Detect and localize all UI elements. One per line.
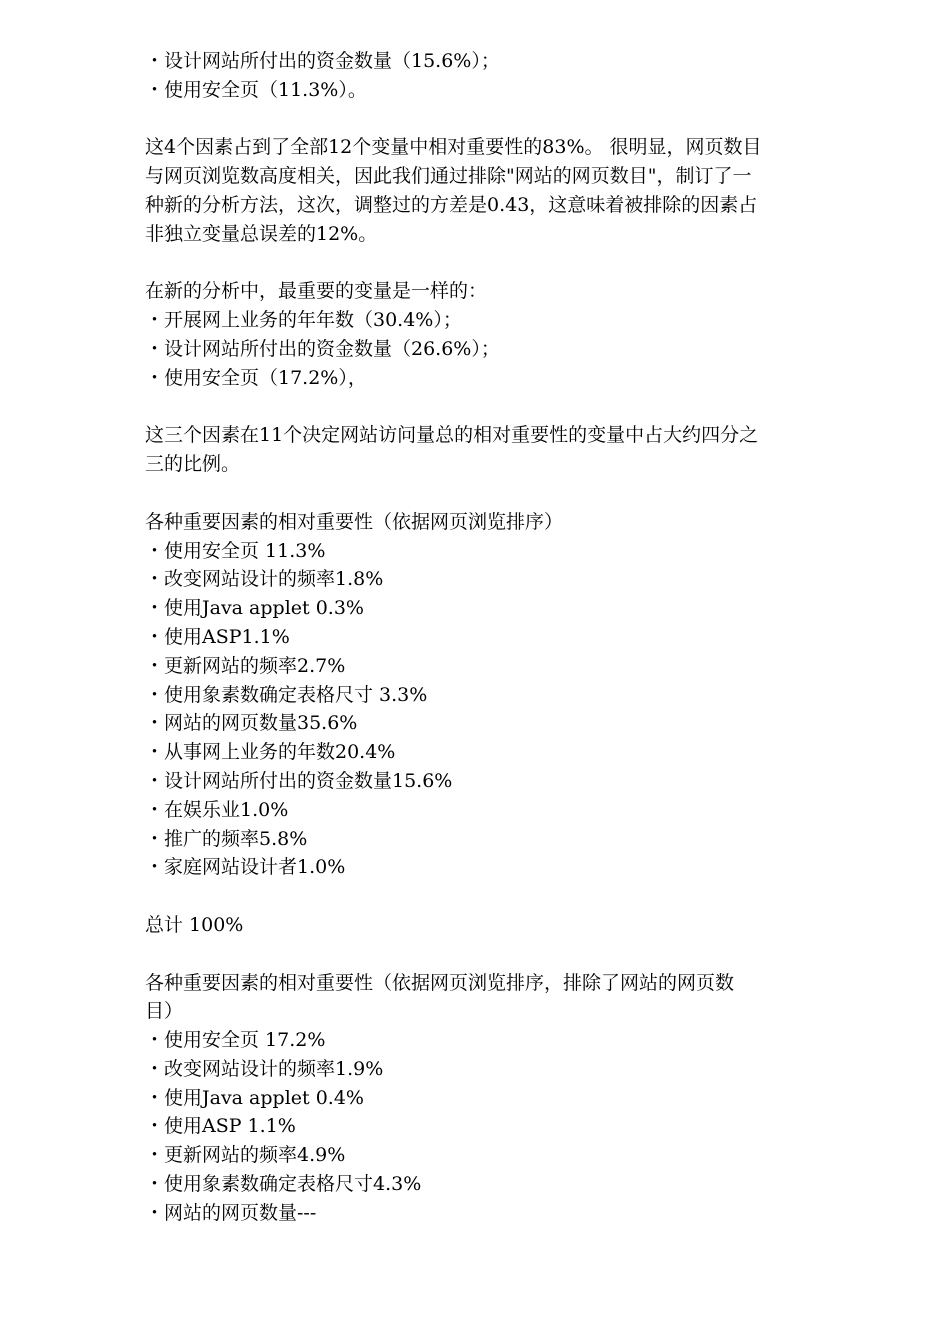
list-item: ・更新网站的频率2.7%: [145, 654, 346, 677]
spacer: [145, 393, 875, 422]
list-item: ・设计网站所付出的资金数量15.6%: [145, 769, 453, 792]
list-item: ・使用ASP1.1%: [145, 625, 290, 648]
paragraph-factor-summary: [145, 133, 875, 248]
section-title-line: 目）: [145, 1000, 184, 1023]
spacer: [145, 479, 875, 508]
list-item: ・从事网上业务的年数20.4%: [145, 741, 396, 764]
paragraph-line: 种新的分析方法，这次，调整过的方差是0.43，这意味着被排除的因素占: [145, 193, 758, 216]
paragraph-line: 这4个因素占到了全部12个变量中相对重要性的83%。 很明显，网页数目: [145, 136, 762, 159]
list-item: ・网站的网页数量---: [145, 1201, 317, 1224]
list-item: ・使用安全页 17.2%: [145, 1029, 326, 1052]
section-title-line: 各种重要因素的相对重要性（依据网页浏览排序，排除了网站的网页数: [145, 971, 735, 994]
list-item: ・使用安全页 11.3%: [145, 539, 326, 562]
list-item: ・网站的网页数量35.6%: [145, 712, 358, 735]
list-item: ・推广的频率5.8%: [145, 827, 308, 850]
list-item: ・使用Java applet 0.4%: [145, 1086, 364, 1109]
paragraph-line: 这三个因素在11个决定网站访问量总的相对重要性的变量中占大约四分之: [145, 424, 759, 447]
paragraph-new-analysis-intro: 在新的分析中，最重要的变量是一样的：: [145, 280, 488, 303]
paragraph-three-factors: [145, 421, 875, 479]
spacer: [145, 940, 875, 969]
list-item: ・更新网站的频率4.9%: [145, 1144, 346, 1167]
list-item: ・使用ASP 1.1%: [145, 1115, 296, 1138]
spacer: [145, 249, 875, 278]
list-item: ・家庭网站设计者1.0%: [145, 856, 346, 879]
section-title-relative-importance-excluded: [145, 969, 875, 1027]
document-page: [145, 47, 875, 1228]
relative-importance-list: [145, 537, 875, 883]
list-item: ・在娱乐业1.0%: [145, 798, 289, 821]
paragraph-line: 非独立变量总误差的12%。: [145, 222, 378, 245]
top-bullet-list: [145, 47, 875, 105]
spacer: [145, 882, 875, 911]
list-item: ・使用象素数确定表格尺寸4.3%: [145, 1173, 422, 1196]
list-item: ・改变网站设计的频率1.9%: [145, 1057, 384, 1080]
new-analysis-bullet-list: [145, 306, 875, 392]
relative-importance-excluded-list: [145, 1026, 875, 1228]
list-item: ・开展网上业务的年年数（30.4%）；: [145, 309, 462, 332]
list-item: ・设计网站所付出的资金数量（15.6%）；: [145, 50, 500, 72]
paragraph-line: 三的比例。: [145, 453, 241, 476]
list-item: ・使用安全页（11.3%）。: [145, 78, 367, 101]
section-title-relative-importance: 各种重要因素的相对重要性（依据网页浏览排序）: [145, 510, 564, 533]
paragraph-line: 与网页浏览数高度相关，因此我们通过排除"网站的网页数目"，制订了一: [145, 165, 752, 188]
list-item: ・使用象素数确定表格尺寸 3.3%: [145, 683, 428, 706]
list-item: ・改变网站设计的频率1.8%: [145, 568, 384, 591]
list-item: ・使用Java applet 0.3%: [145, 597, 364, 620]
total-line: 总计 100%: [145, 913, 244, 936]
list-item: ・设计网站所付出的资金数量（26.6%）；: [145, 337, 500, 360]
list-item: ・使用安全页（17.2%），: [145, 366, 367, 389]
spacer: [145, 105, 875, 134]
